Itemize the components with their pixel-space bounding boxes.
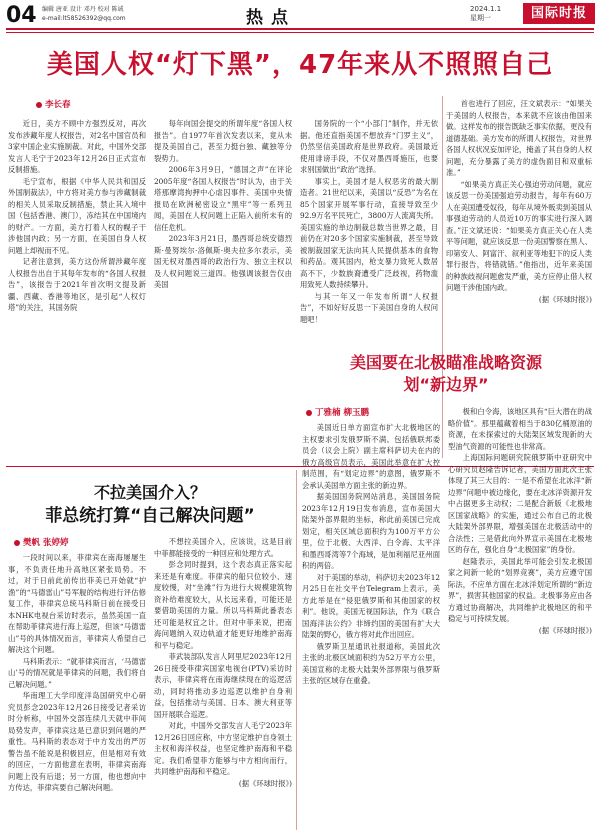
article3-column-1 [302,422,440,830]
paragraph: 赵隆表示，美国此举可能会引发北极国家之间新一轮的“划界竞赛”，美方应遵守国际法，不应单方面在北冰洋划定所谓的“新边界”，损害其他国家的权益。北极事务应由各方通过协商解决，共同维护北极地区的和平稳定与可持续发展。 [448,556,592,623]
byline-dot-icon [306,410,312,416]
paragraph: 据美国国务院网站消息，美国国务院2023年12月19日发布消息，宣布美国大陆架外部界限的坐标，称此前美国已完成划定，相关区域总面积约为100万平方公里，位于北极、大西洋、白令海、太平洋和墨西哥湾等7个海域，是加利福尼亚州面积的两倍。 [302,492,440,570]
paragraph: 近日，美方不顾中方强烈反对，再次发布涉藏年度人权报告，对2名中国官员和3家中国企业实施制裁。对此，中国外交部发言人毛宁于2023年12月26日正式宣布反制措施。 [8,119,146,174]
section-title: 热点 [246,8,296,28]
byline-dot-icon [36,102,42,108]
article1-source: (据《环球时报》) [538,294,592,304]
paragraph: 美国近日单方面宣布扩大北极地区的主权要求引发俄罗斯不满。包括俄联邦委员会（议会上院）副主席科萨切夫在内的俄方高级官员表示，美国此举意在扩大控制范围，有“划定边界”的意图，俄罗斯不会承认美国单方面主张的新边界。 [302,423,440,490]
paragraph: 一段时间以来，菲律宾在南海屡屡生事，不负责任地升高地区紧张局势。不过，对于日前此前传出菲美已开始就“护渔”的“马德雷山”号军舰的结构进行评估修复工作，菲律宾总统马科斯日前在接受日本NHK电视台采访时表示，虽然美国一直在帮助菲律宾进行海上巡逻，但该“马德雷山”号的具体情况而言，菲律宾人希望自己解决这个问题。 [8,553,146,654]
paragraph: 彭念同时提到，这个表态真正落实起来还是有难度。菲律宾的船只位较小、速度较慢，对“坐滩”行为进行大规模建筑物资补给难度较大，从长远来看，可能还是要借助美国的力量。所以马科斯此番表态还可能是权宜之计。但对中菲来说，把南海问题纳入双边轨道才能更好地维护南海和平与稳定。 [154,560,292,650]
weekday-text: 星期一 [470,14,491,22]
paragraph: 与其一年又一年发布所谓“人权报告”，不如好好反思一下美国自身的人权问题吧！ [300,291,438,324]
paragraph: 俄罗斯卫星通讯社报道称，美国此次主张的北极区域面积约为52万平方公里，美国宣称的北极大陆架外部界限与俄罗斯主张的区域存在重叠。 [302,641,440,685]
article2-title [8,482,292,528]
article1-column-1 [8,118,146,458]
paragraph: 菲武装部队发言人阿里尼2023年12月26日接受菲律宾国家电视台(PTV)采访时表示，菲律宾将在南海继续现在的巡逻活动，同时将推动多边巡逻以维护自身利益，包括推动与美国、日本、澳大利亚等国开展联合巡逻。 [154,652,292,719]
paragraph: 国务院的一个“小部门”制作，并无依据。他还直指美国不想放弃“门罗主义”，仍然坚信美国政府是世界政府。美国最近使用诽谤手段，不仅对墨西哥施压，也要求别国做出“政治”选择。 [300,119,438,174]
header-rule [6,28,594,30]
article2-author: 樊帆 张婷婷 [23,538,69,548]
paragraph: 2006年3月9日，“德国之声”在评论2005年度“各国人权报告”时认为，由于关塔那摩湾拘押中心虐囚事件、美国中央情报局在欧洲秘密设立“黑牢”等一系列丑闻，美国在人权问题上正陷入前所未有的信任危机。 [154,165,292,232]
paragraph: 记者注意到，美方这份所谓涉藏年度人权报告出自于其每年发布的“各国人权报告”，该报告于2021年首次明文提及新疆、西藏、香港等地区，是引起“人权灯塔”的关注，其国务院 [8,257,146,312]
article3-byline [306,406,369,418]
paragraph: 对此，中国外交部发言人毛宁2023年12月26日回应称，中方坚定维护自身领土主权和海洋权益，也坚定维护南海和平稳定。我们希望菲方能够与中方相向而行，共同维护南海和平稳定。 [154,721,292,776]
paragraph: 首也进行了回应，汪文斌表示：“如果关于美国的人权报告，本来就不应该由他国来做。这样发布的报告既缺乏事实依据，更没有道德基础。美方发布的所谓人权报告，对世界各国人权状况妄加评论，掩盖了其自身的人权问题，充分暴露了美方的虚伪面目和双重标准。” [446,99,592,177]
page-number: 04 [6,3,37,28]
editor-info [42,5,126,23]
article2-column-1 [8,552,146,830]
paragraph: 华南理工大学印度洋岛国研究中心研究员彭念2023年12月26日接受记者采访时分析称，中国外交部连续几天就中菲间局势发声，菲律宾这是已意识到问题的严重性。马科斯的表态对于中方发出的严厉警告虽不能说是积极回应，但是相对有效的回应，一方面他意在表明，菲律宾南海问题上没有后退；另一方面，他也想向中方传达，菲律宾要自己解决问题。 [8,691,146,792]
paragraph: 上海国际问题研究院俄罗斯中亚研究中心研究员赵隆告诉记者，美国方面此次主张体现了其三大目的：一是不希望在北冰洋“新边界”问题中被边缘化，要在北冰洋资源开发中占据更多主动权；二是配合新版《北极地区国家战略》的实施，通过公布自己的北极大陆架外部界限，增强美国在北极活动中的合法性；三是借此向外界宣示美国在北极地区的存在，强化自身“北极国家”的身份。 [448,453,592,554]
paragraph: 极和白令海，该地区具有“巨大潜在的战略价值”。那里蕴藏着相当于830亿桶原油的资源，在未探索过的大陆架区域发现新的大型油气资源的可能性也非常高。 [448,407,592,451]
paragraph: 事实上，美国才是人权恶劣的最大制造者。21世纪以来，美国以“反恐”为名在85个国家开展军事行动，直接导致至少92.9万名平民死亡，3800万人流离失所。美国实施的单边制裁总数当世界之最，目前仍在对20多个国家实施制裁，甚至导致被制裁国家无法向其人民提供基本的食物和药品。观其国内，枪支暴力致死人数居高不下，少数族裔遭受广泛歧视，药物滥用致死人数持续攀升。 [300,176,438,289]
issue-date [470,5,501,23]
paragraph: 每年向国会提交的所谓年度“各国人权报告”。自1977年首次发表以来，竟从未提及美国自己，甚至力挺台独、藏独等分裂势力。 [154,119,292,163]
article2-title-line1: 不拉美国介入？ [93,483,206,502]
paragraph: “如果美方真正关心强迫劳动问题，就应该反思一份美国强迫劳动报告，每年有60万人在美国遭受奴役，每年从境外贩卖到美国从事强迫劳动的人员近10万的事实进行深入调查。”汪文斌还说：“如果美方真正关心在人类平等问题，就应该反思一份美国警察在黑人、印第安人、阿富汗、叙利亚等地犯下的反人类罪行报告，将错就错。”他指出，近年来美国的种族歧视问题愈发严重，美方应停止借人权问题干涉他国内政。 [446,179,592,292]
article2-title-line2: 菲总统打算“自己解决问题” [45,506,255,526]
editor-line: 编辑 唐亚 设计 邓丹 校对 陈诚 [42,6,124,13]
article1-title: 美国人权“灯下黑”，47年来从不照照自己 [46,50,554,80]
article1-byline [36,98,71,110]
header-rule-thin [6,32,594,33]
article3-title [300,352,592,396]
paragraph: 马科斯表示：“就菲律宾而言，‘马德雷山’号的情况就是菲律宾的问题，我们将自己解决问题。” [8,656,146,689]
date-text: 2024.1.1 [470,5,502,13]
article3-author: 丁雅楠 柳玉鹏 [315,408,369,418]
article3-source: (据《环球时报》) [538,625,592,635]
column-divider [442,96,443,458]
article2-byline [14,536,68,548]
article2-column-2 [154,536,292,830]
article2-source: (据《环球时报》) [238,778,292,788]
paragraph: 毛宁宣布，根据《中华人民共和国反外国制裁法》，中方将对美方参与涉藏制裁的相关人员采取反制措施，禁止其入境中国（包括香港、澳门），冻结其在中国境内的财产。一方面，美方打着人权的幌子干涉他国内政；另一方面，在美国自身人权问题上却视而不见。 [8,176,146,255]
byline-dot-icon [14,540,20,546]
newspaper-logo: 国际时报 [523,3,595,24]
email-line: e-mail:lt58526392@qq.com [42,15,126,22]
article3-title-line2: 划“新边界” [403,375,489,394]
article3-column-2 [448,406,592,830]
article3-title-line1: 美国要在北极瞄准战略资源 [349,353,542,372]
paragraph: 2023年3月21日，墨西哥总统安德烈斯·曼努埃尔·洛佩斯·奥夫拉多尔表示，美国无权对墨西哥的政治行为、独立主权以及人权问题说三道四。他强调该报告仅由美国 [154,234,292,289]
article1-author: 李长春 [45,100,71,110]
paragraph: 对于美国的举动，科萨切夫2023年12月25日在社交平台Telegram上表示，美方此举是在“侵犯俄罗斯和其他国家的权利”。他说，美国无视国际法，作为《联合国海洋法公约》非缔约国的美国有扩大大陆架的野心，俄方将对此作出回应。 [302,572,440,639]
paragraph: 不想拉美国介入，应该说，这是目前中菲都能接受的一种回应和处理方式。 [154,537,292,558]
article1-column-2 [154,118,292,458]
column-divider [296,470,297,830]
